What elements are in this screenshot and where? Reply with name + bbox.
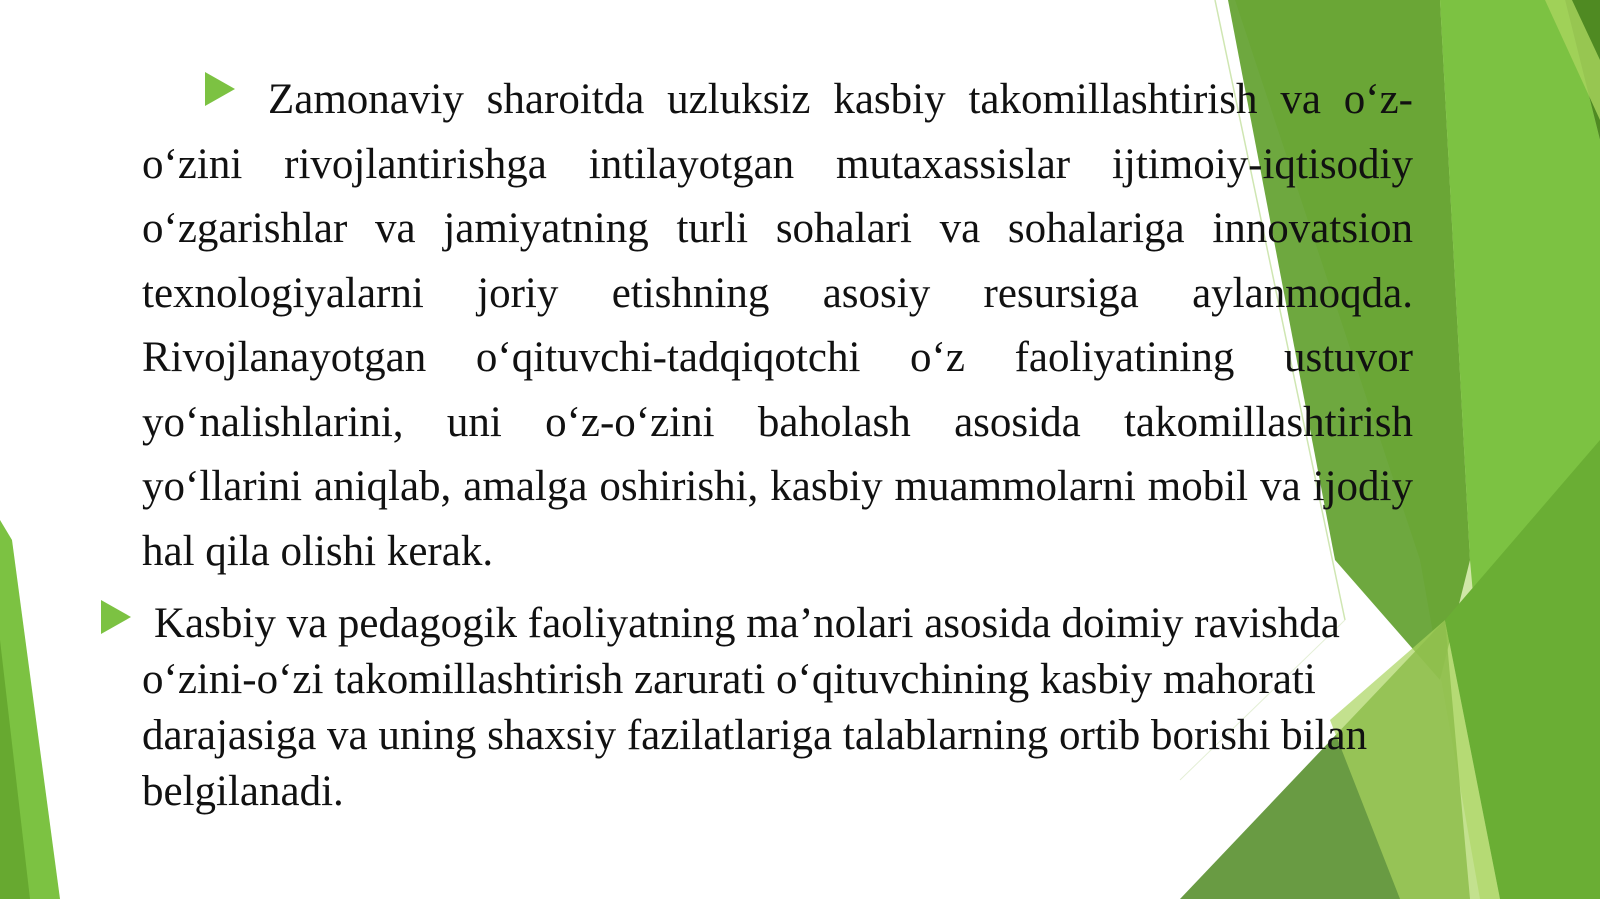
- paragraph-1: Zamonaviy sharoitda uzluksiz kasbiy takomillashtirish va o‘z-o‘zini rivojlantirishga intilayotgan mutaxassislar ijtimoiy-iqtisodiy o‘zgarishlar va jamiyatning turli sohalari va sohalariga innovatsion texnologiyalarni joriy etishning asosiy resursiga aylanmoqda. Rivojlanayotgan o‘qituvchi-tadqiqotchi o‘z faoliyatining ustuvor yo‘nalishlarini, uni o‘z-o‘zini baholash asosida takomillashtirish yo‘llarini aniqlab, amalga oshirishi, kasbiy muammolarni mobil va ijodiy hal qila olishi kerak.: [142, 76, 1413, 575]
- bullet-triangle-icon: [101, 600, 131, 634]
- paragraph-2: Kasbiy va pedagogik faoliyatning ma’nolari asosida doimiy ravishda o‘zini-o‘zi takomillashtirish zarurati o‘qituvchining kasbiy mahorati darajasiga va uning shaxsiy fazilatlariga talablarning ortib borishi bilan belgilanadi.: [142, 600, 1368, 815]
